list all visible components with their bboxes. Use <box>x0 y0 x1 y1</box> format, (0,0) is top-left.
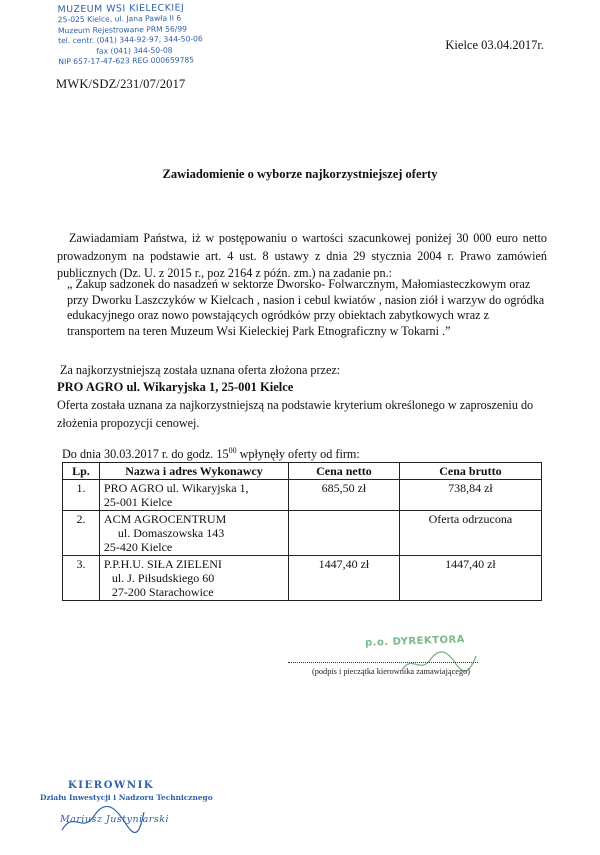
museum-stamp-registry: Muzeum Rejestrowane PRM 56/99 <box>57 24 188 36</box>
winner-description: Oferta została uznana za najkorzystniejszą na podstawie kryterium określonego w zaproszeniu do złożenia propozycji cenowej. <box>57 398 534 430</box>
winner-heading: Za najkorzystniejszą została uznana oferta złożona przez: <box>60 363 341 377</box>
offers-heading <box>62 446 360 462</box>
museum-stamp-fax: fax (041) 344-50-08 <box>96 45 173 56</box>
intro-paragraph: Zawiadamiam Państwa, iż w postępowaniu o wartości szacunkowej poniżej 30 000 euro netto prowadzonym na podstawie art. 4 ust. 8 ustawy z dnia 29 stycznia 2004 r. Prawo zamówień publicznych (Dz. U. z 2015 r., poz 2164 z późn. zm.) na zadanie pn.: <box>57 231 547 281</box>
row-name <box>99 511 288 556</box>
row-name-line: 27-200 Starachowice <box>111 585 214 599</box>
museum-stamp-title: MUZEUM WSI KIELECKIEJ <box>57 2 185 16</box>
row-name-line: ACM AGROCENTRUM <box>103 512 227 526</box>
manager-stamp-title: KIEROWNIK <box>68 780 155 791</box>
museum-stamp <box>58 3 235 68</box>
offers-heading-after: wpłynęły oferty od firm: <box>236 447 360 462</box>
signature-caption: (podpis i pieczątka kierownika zamawiającego) <box>312 667 471 676</box>
place-date: Kielce 03.04.2017r. <box>445 38 544 52</box>
row-net-price <box>289 511 400 556</box>
row-name-line: 25-001 Kielce <box>103 495 173 509</box>
header-gross: Cena brutto <box>399 463 541 480</box>
row-gross-price: Oferta odrzucona <box>399 511 541 556</box>
table-header-row <box>63 463 542 480</box>
header-net: Cena netto <box>289 463 400 480</box>
museum-stamp-address: 25-025 Kielce, ul. Jana Pawła II 6 <box>57 13 182 25</box>
offers-heading-superscript: 00 <box>228 446 237 455</box>
offers-heading-before: Do dnia 30.03.2017 r. do godz. 15 <box>62 447 229 462</box>
header-lp: Lp. <box>63 463 100 480</box>
row-name-line: ul. J. Piłsudskiego 60 <box>111 571 215 585</box>
row-name-line: PRO AGRO ul. Wikaryjska 1, <box>103 481 249 495</box>
row-gross-price: 1447,40 zł <box>399 556 541 601</box>
task-name-quote: „ Zakup sadzonek do nasadzeń w sektorze Dworsko- Folwarcznym, Małomiasteczkowym oraz przy Dworku Laszczyków w Kielcach , nasion i cebul kwiatów , nasion ziół i warzyw do ogródka edukacyjnego oraz nowo powstających ogródków przy obiektach zabytkowych wraz z transportem na teren Muzeum Wsi Kieleckiej Park Etnograficzny w Tokarni .” <box>67 277 545 338</box>
table-row <box>63 511 542 556</box>
reference-number: MWK/SDZ/231/07/2017 <box>56 77 186 91</box>
row-lp: 3. <box>63 556 100 601</box>
row-name <box>99 480 288 511</box>
row-name-line: ul. Domaszowska 143 <box>117 526 225 540</box>
signature-line <box>288 662 478 663</box>
row-name-line: P.P.H.U. SIŁA ZIELENI <box>103 557 222 571</box>
row-net-price: 685,50 zł <box>289 480 400 511</box>
manager-stamp-department: Działu Inwestycji i Nadzoru Technicznego <box>40 793 213 802</box>
offers-table <box>62 462 542 601</box>
director-stamp: p.o. DYREKTORA <box>364 634 466 649</box>
winner-name: PRO AGRO ul. Wikaryjska 1, 25-001 Kielce <box>57 380 294 394</box>
row-name <box>99 556 288 601</box>
table-row <box>63 480 542 511</box>
row-net-price: 1447,40 zł <box>289 556 400 601</box>
table-row <box>63 556 542 601</box>
row-lp: 2. <box>63 511 100 556</box>
manager-stamp-name: Mariusz Justyniarski <box>60 814 170 825</box>
museum-stamp-phone: tel. centr. (041) 344-92-97, 344-50-06 <box>58 34 203 46</box>
manager-signature-scribble <box>56 806 146 836</box>
row-gross-price: 738,84 zł <box>399 480 541 511</box>
row-lp: 1. <box>63 480 100 511</box>
header-name: Nazwa i adres Wykonawcy <box>99 463 288 480</box>
document-title: Zawiadomienie o wyborze najkorzystniejszej oferty <box>162 167 438 181</box>
row-name-line: 25-420 Kielce <box>103 540 173 554</box>
museum-stamp-nip: NIP 657-17-47-623 REG 000659785 <box>58 55 195 67</box>
